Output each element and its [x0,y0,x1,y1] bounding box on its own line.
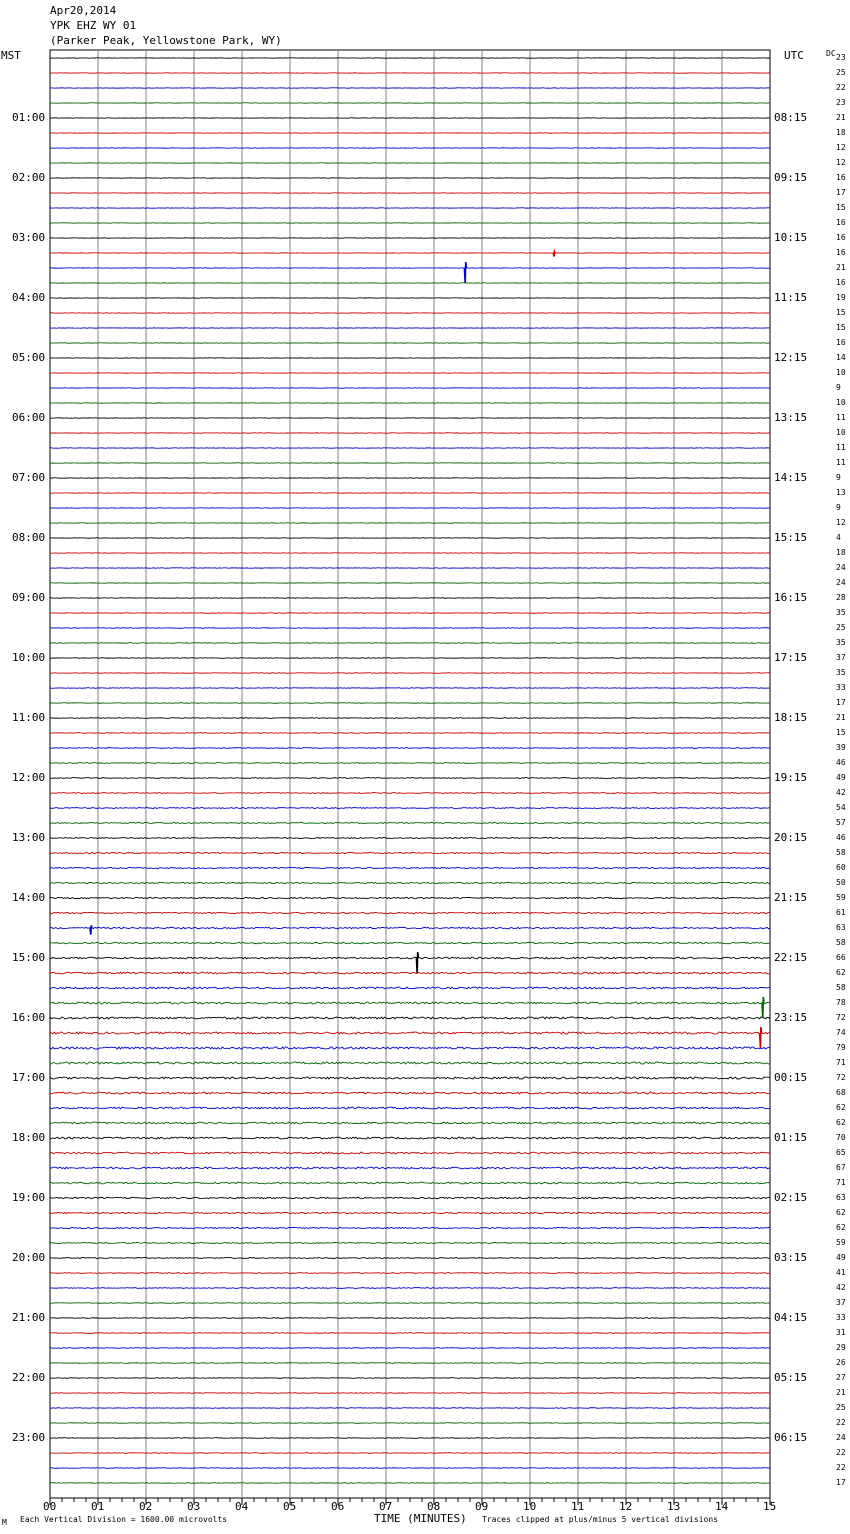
left-hour-label: 19:00 [12,1191,46,1204]
dc-offset-value: 62 [836,1118,846,1127]
dc-offset-value: 74 [836,1028,846,1037]
trace-row [50,613,770,614]
dc-offset-value: 29 [836,1343,846,1352]
dc-offset-value: 18 [836,548,846,557]
left-hour-label: 05:00 [12,351,46,364]
left-hour-label: 11:00 [12,711,46,724]
dc-offset-value: 15 [836,323,846,332]
dc-offset-value: 70 [836,1133,846,1142]
dc-offset-value: 22 [836,1448,846,1457]
right-hour-label: 01:15 [774,1131,808,1144]
dc-offset-value: 11 [836,443,846,452]
trace-row [50,1242,770,1243]
dc-offset-value: 62 [836,1103,846,1112]
right-hour-label: 02:15 [774,1191,808,1204]
seismic-event-spike [760,1027,762,1048]
dc-offset-value: 13 [836,488,846,497]
dc-offset-value: 26 [836,1358,846,1367]
dc-offset-value: 22 [836,83,846,92]
dc-offset-value: 27 [836,1373,846,1382]
right-hour-label: 17:15 [774,651,808,664]
x-tick-label: 15 [763,1500,777,1513]
dc-offset-value: 9 [836,503,841,512]
dc-offset-value: 17 [836,698,846,707]
right-hour-label: 11:15 [774,291,808,304]
right-hour-label: 18:15 [774,711,808,724]
dc-offset-value: 71 [836,1178,846,1187]
x-tick-label: 06 [331,1500,345,1513]
x-tick-label: 13 [667,1500,681,1513]
plot-frame [50,50,770,1498]
dc-offset-value: 12 [836,158,846,167]
trace-row [50,643,770,644]
trace-row [50,1318,770,1319]
dc-offset-value: 16 [836,173,846,182]
dc-offset-value: 72 [836,1013,846,1022]
seismic-event-spike [464,262,466,283]
right-hour-label: 00:15 [774,1071,808,1084]
x-tick-label: 01 [91,1500,105,1513]
left-hour-label: 20:00 [12,1251,46,1264]
dc-offset-value: 25 [836,1403,846,1412]
dc-offset-value: 24 [836,578,846,587]
trace-row [50,1092,770,1094]
left-hour-label: 02:00 [12,171,46,184]
left-hour-label: 13:00 [12,831,46,844]
right-hour-label: 05:15 [774,1371,808,1384]
trace-row [50,1167,770,1169]
dc-offset-value: 49 [836,773,846,782]
left-timezone-label: MST [1,49,21,62]
dc-offset-value: 12 [836,143,846,152]
dc-offset-value: 33 [836,1313,846,1322]
left-hour-label: 23:00 [12,1431,46,1444]
dc-offset-value: 35 [836,638,846,647]
dc-offset-value: 15 [836,203,846,212]
trace-row [50,867,770,868]
trace-row [50,1122,770,1124]
right-hour-label: 03:15 [774,1251,808,1264]
dc-offset-value: 57 [836,818,846,827]
x-tick-label: 11 [571,1500,585,1513]
dc-offset-value: 14 [836,353,846,362]
dc-offset-value: 10 [836,368,846,377]
trace-row [50,972,770,974]
dc-offset-value: 22 [836,1463,846,1472]
dc-offset-value: 49 [836,1253,846,1262]
x-tick-label: 08 [427,1500,441,1513]
station-location: (Parker Peak, Yellowstone Park, WY) [50,34,282,47]
trace-row [50,1212,770,1213]
clip-note: Traces clipped at plus/minus 5 vertical divisions [482,1515,719,1524]
left-hour-label: 08:00 [12,531,46,544]
trace-row [50,1288,770,1289]
trace-row [50,1258,770,1259]
trace-row [50,703,770,704]
dc-offset-value: 16 [836,338,846,347]
right-hour-label: 21:15 [774,891,808,904]
dc-offset-value: 16 [836,278,846,287]
dc-offset-value: 63 [836,923,846,932]
trace-row [50,793,770,794]
trace-row [50,718,770,719]
trace-row [50,1453,770,1454]
trace-row [50,1047,770,1049]
dc-offset-value: 68 [836,1088,846,1097]
dc-offset-value: 78 [836,998,846,1007]
dc-offset-value: 46 [836,758,846,767]
right-hour-label: 06:15 [774,1431,808,1444]
left-hour-label: 09:00 [12,591,46,604]
left-hour-label: 07:00 [12,471,46,484]
trace-row [50,1483,770,1484]
right-hour-label: 23:15 [774,1011,808,1024]
trace-row [50,1468,770,1469]
dc-offset-header: DC [826,49,836,58]
x-axis-title: TIME (MINUTES) [374,1512,467,1525]
x-tick-label: 00 [43,1500,57,1513]
dc-offset-value: 21 [836,263,846,272]
trace-row [50,897,770,898]
trace-row [50,837,770,838]
trace-row [50,882,770,883]
x-tick-label: 07 [379,1500,393,1513]
x-tick-label: 12 [619,1500,633,1513]
dc-offset-value: 25 [836,68,846,77]
trace-row [50,673,770,674]
seismic-event-spike [90,925,92,934]
dc-offset-value: 59 [836,893,846,902]
dc-offset-value: 9 [836,473,841,482]
dc-offset-value: 19 [836,293,846,302]
dc-offset-value: 62 [836,1208,846,1217]
trace-row [50,778,770,779]
dc-offset-value: 41 [836,1268,846,1277]
right-hour-label: 12:15 [774,351,808,364]
x-tick-label: 09 [475,1500,489,1513]
dc-offset-value: 18 [836,128,846,137]
dc-offset-value: 37 [836,1298,846,1307]
trace-row [50,1002,770,1004]
dc-offset-value: 21 [836,113,846,122]
dc-offset-value: 16 [836,218,846,227]
dc-offset-value: 24 [836,563,846,572]
trace-row [50,1423,770,1424]
dc-offset-value: 58 [836,983,846,992]
dc-offset-value: 24 [836,1433,846,1442]
trace-row [50,658,770,659]
station-code: YPK EHZ WY 01 [50,19,137,32]
dc-offset-value: 59 [836,1238,846,1247]
trace-row [50,1077,770,1079]
trace-row [50,1438,770,1439]
dc-offset-value: 50 [836,878,846,887]
dc-offset-value: 16 [836,233,846,242]
dc-offset-value: 71 [836,1058,846,1067]
dc-offset-value: 62 [836,1223,846,1232]
dc-offset-value: 65 [836,1148,846,1157]
seismic-event-spike [553,252,555,257]
left-hour-label: 17:00 [12,1071,46,1084]
dc-offset-value: 72 [836,1073,846,1082]
dc-offset-value: 61 [836,908,846,917]
right-hour-label: 10:15 [774,231,808,244]
dc-offset-value: 63 [836,1193,846,1202]
trace-row [50,598,770,599]
dc-offset-value: 33 [836,683,846,692]
right-hour-label: 13:15 [774,411,808,424]
trace-row [50,1273,770,1274]
dc-offset-value: 46 [836,833,846,842]
trace-row [50,1062,770,1064]
trace-row [50,1333,770,1334]
trace-row [50,1152,770,1154]
seismic-event-spike [762,997,764,1018]
trace-row [50,1137,770,1139]
dc-offset-value: 79 [836,1043,846,1052]
right-hour-label: 19:15 [774,771,808,784]
dc-offset-value: 35 [836,608,846,617]
dc-offset-value: 60 [836,863,846,872]
right-hour-label: 22:15 [774,951,808,964]
trace-row [50,852,770,853]
dc-offset-value: 42 [836,1283,846,1292]
trace-row [50,1303,770,1304]
dc-offset-value: 10 [836,428,846,437]
dc-offset-value: 16 [836,248,846,257]
footer-mark: M [2,1518,7,1527]
left-hour-label: 14:00 [12,891,46,904]
dc-offset-value: 23 [836,98,846,107]
dc-offset-value: 39 [836,743,846,752]
trace-row [50,957,770,959]
dc-offset-value: 10 [836,398,846,407]
dc-offset-value: 21 [836,713,846,722]
trace-row [50,808,770,809]
right-timezone-label: UTC [784,49,804,62]
trace-row [50,1378,770,1379]
left-hour-label: 03:00 [12,231,46,244]
trace-row [50,1182,770,1184]
trace-row [50,1393,770,1394]
x-tick-label: 02 [139,1500,153,1513]
dc-offset-value: 37 [836,653,846,662]
trace-row [50,1363,770,1364]
right-hour-label: 16:15 [774,591,808,604]
dc-offset-value: 42 [836,788,846,797]
trace-row [50,1197,770,1199]
dc-offset-value: 17 [836,1478,846,1487]
left-hour-label: 01:00 [12,111,46,124]
trace-row [50,1408,770,1409]
dc-offset-value: 58 [836,848,846,857]
left-hour-label: 15:00 [12,951,46,964]
trace-row [50,927,770,929]
trace-row [50,987,770,989]
scale-note: Each Vertical Division = 1600.00 microvolts [20,1515,228,1524]
left-hour-label: 18:00 [12,1131,46,1144]
trace-row [50,688,770,689]
trace-row [50,1017,770,1019]
trace-row [50,1032,770,1034]
left-hour-label: 10:00 [12,651,46,664]
dc-offset-value: 28 [836,593,846,602]
trace-row [50,822,770,823]
right-hour-label: 14:15 [774,471,808,484]
right-hour-label: 08:15 [774,111,808,124]
trace-row [50,1107,770,1109]
dc-offset-value: 11 [836,413,846,422]
dc-offset-value: 23 [836,53,846,62]
trace-row [50,1227,770,1228]
trace-row [50,763,770,764]
dc-offset-value: 4 [836,533,841,542]
dc-offset-value: 17 [836,188,846,197]
dc-offset-value: 67 [836,1163,846,1172]
seismic-event-spike [416,952,418,973]
dc-offset-value: 31 [836,1328,846,1337]
dc-offset-value: 22 [836,1418,846,1427]
right-hour-label: 09:15 [774,171,808,184]
x-tick-label: 10 [523,1500,537,1513]
trace-row [50,942,770,944]
trace-row [50,628,770,629]
right-hour-label: 04:15 [774,1311,808,1324]
dc-offset-value: 15 [836,308,846,317]
dc-offset-value: 15 [836,728,846,737]
x-tick-label: 05 [283,1500,297,1513]
left-hour-label: 06:00 [12,411,46,424]
dc-offset-value: 58 [836,938,846,947]
dc-offset-value: 11 [836,458,846,467]
x-tick-label: 03 [187,1500,201,1513]
x-tick-label: 14 [715,1500,729,1513]
left-hour-label: 21:00 [12,1311,46,1324]
left-hour-label: 04:00 [12,291,46,304]
dc-offset-value: 54 [836,803,846,812]
dc-offset-value: 35 [836,668,846,677]
plot-date: Apr20,2014 [50,4,117,17]
dc-offset-value: 12 [836,518,846,527]
dc-offset-value: 21 [836,1388,846,1397]
x-tick-label: 04 [235,1500,249,1513]
dc-offset-value: 62 [836,968,846,977]
trace-row [50,748,770,749]
trace-row [50,733,770,734]
dc-offset-value: 66 [836,953,846,962]
left-hour-label: 12:00 [12,771,46,784]
right-hour-label: 20:15 [774,831,808,844]
left-hour-label: 16:00 [12,1011,46,1024]
dc-offset-value: 25 [836,623,846,632]
dc-offset-value: 9 [836,383,841,392]
left-hour-label: 22:00 [12,1371,46,1384]
right-hour-label: 15:15 [774,531,808,544]
trace-row [50,912,770,913]
trace-row [50,1348,770,1349]
